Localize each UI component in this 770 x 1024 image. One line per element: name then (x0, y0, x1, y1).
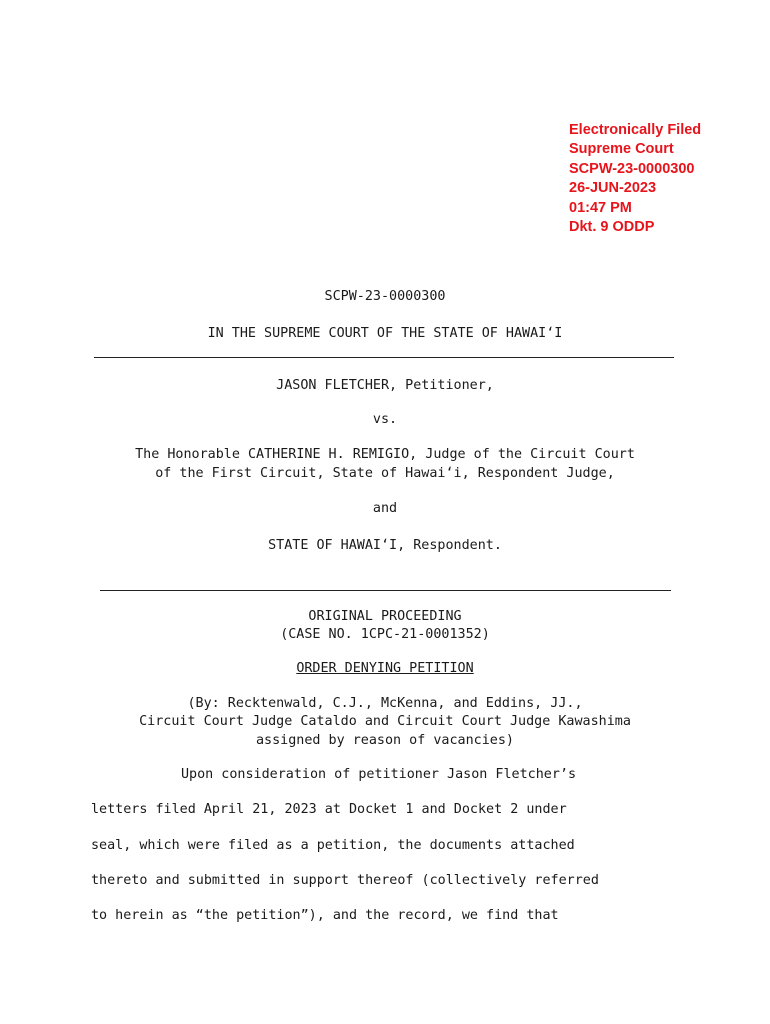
body-line: thereto and submitted in support thereof (collectively referred (91, 873, 599, 888)
and-line: and (372, 501, 398, 516)
panel-line-2: Circuit Court Judge Cataldo and Circuit Court Judge Kawashima (139, 714, 631, 729)
body-line: to herein as “the petition”), and the record, we find that (91, 908, 559, 923)
case-number: SCPW-23-0000300 (324, 289, 446, 304)
stamp-line: SCPW-23-0000300 (569, 160, 695, 177)
versus-line: vs. (372, 412, 398, 427)
respondent-judge-line-1: The Honorable CATHERINE H. REMIGIO, Judge of the Circuit Court (135, 447, 635, 462)
body-line: seal, which were filed as a petition, the documents attached (91, 838, 575, 853)
order-title-wrap (0, 659, 770, 678)
respondent-line: STATE OF HAWAIʻI, Respondent. (268, 538, 502, 553)
proceeding-type: ORIGINAL PROCEEDING (308, 609, 462, 624)
stamp-line: Supreme Court (569, 141, 674, 158)
body-line: letters filed April 21, 2023 at Docket 1 and Docket 2 under (91, 802, 567, 817)
caption-divider-top (94, 357, 674, 358)
panel-line-3: assigned by reason of vacancies) (256, 733, 514, 748)
body-line: Upon consideration of petitioner Jason Fletcher’s (181, 767, 577, 782)
proceeding-case-number: (CASE NO. 1CPC-21-0001352) (280, 627, 490, 642)
stamp-line: Dkt. 9 ODDP (569, 219, 655, 236)
court-name: IN THE SUPREME COURT OF THE STATE OF HAWAIʻI (207, 326, 563, 341)
stamp-line: 01:47 PM (569, 199, 632, 216)
panel-line-1: (By: Recktenwald, C.J., McKenna, and Eddins, JJ., (187, 696, 583, 711)
filing-stamp (569, 121, 701, 237)
respondent-judge-line-2: of the First Circuit, State of Hawaiʻi, Respondent Judge, (155, 466, 615, 481)
caption-divider-bottom (100, 590, 671, 591)
stamp-line: Electronically Filed (569, 122, 702, 138)
petitioner-line: JASON FLETCHER, Petitioner, (276, 378, 494, 393)
order-title: ORDER DENYING PETITION (296, 661, 474, 676)
stamp-line: 26-JUN-2023 (569, 180, 657, 197)
